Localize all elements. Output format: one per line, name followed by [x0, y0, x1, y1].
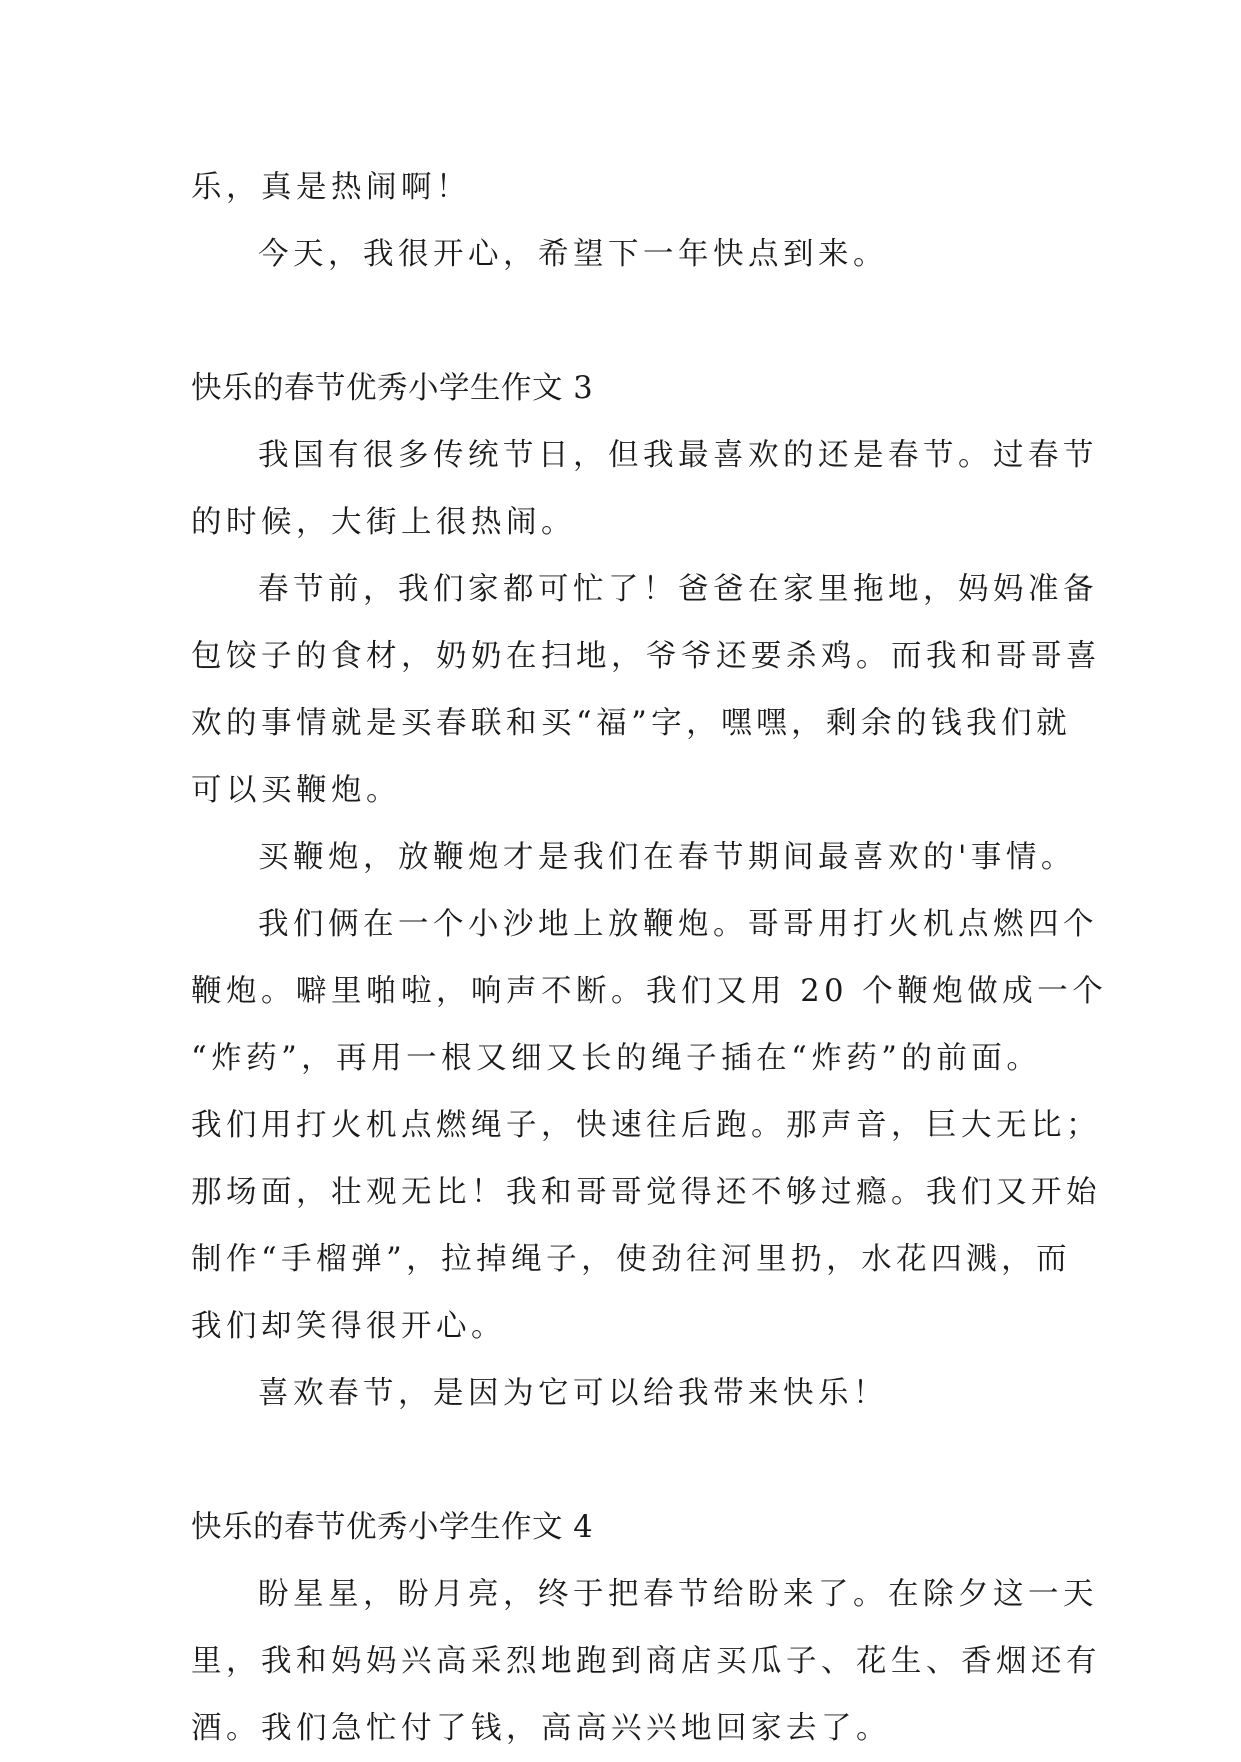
document-page	[191, 154, 1108, 1762]
text-line: 鞭炮。噼里啪啦，响声不断。我们又用 20 个鞭炮做成一个	[191, 974, 1108, 1009]
text-line: 喜欢春节，是因为它可以给我带来快乐！	[258, 1376, 888, 1411]
text-line: 盼星星，盼月亮，终于把春节给盼来了。在除夕这一天	[258, 1577, 1098, 1612]
text-line: 的时候，大街上很热闹。	[191, 505, 576, 540]
text-line: 春节前，我们家都可忙了！爸爸在家里拖地，妈妈准备	[258, 572, 1098, 607]
text-line: 我们用打火机点燃绳子，快速往后跑。那声音，巨大无比；	[191, 1108, 1101, 1143]
text-line: 制作“手榴弹”，拉掉绳子，使劲往河里扔，水花四溅，而	[191, 1242, 1072, 1277]
text-line: 包饺子的食材，奶奶在扫地，爷爷还要杀鸡。而我和哥哥喜	[191, 639, 1101, 674]
text-line: 欢的事情就是买春联和买“福”字，嘿嘿，剩余的钱我们就	[191, 706, 1072, 741]
text-line: 今天，我很开心，希望下一年快点到来。	[258, 237, 888, 272]
text-line: 我国有很多传统节日，但我最喜欢的还是春节。过春节	[258, 438, 1098, 473]
text-line: 买鞭炮，放鞭炮才是我们在春节期间最喜欢的'事情。	[258, 840, 1076, 875]
text-line: 里，我和妈妈兴高采烈地跑到商店买瓜子、花生、香烟还有	[191, 1644, 1101, 1679]
text-line: 乐，真是热闹啊！	[191, 170, 471, 205]
section-gap	[191, 1427, 1060, 1494]
text-line: 酒。我们急忙付了钱，高高兴兴地回家去了。	[191, 1711, 891, 1746]
text-line: 可以买鞭炮。	[191, 773, 401, 808]
section-gap	[191, 288, 1060, 355]
section-title: 快乐的春节优秀小学生作文 4	[191, 1510, 594, 1545]
text-line: “炸药”，再用一根又细又长的绳子插在“炸药”的前面。	[191, 1041, 1042, 1076]
text-line: 我们俩在一个小沙地上放鞭炮。哥哥用打火机点燃四个	[258, 907, 1098, 942]
text-line: 我们却笑得很开心。	[191, 1309, 506, 1344]
section-title: 快乐的春节优秀小学生作文 3	[191, 371, 594, 406]
text-line: 那场面，壮观无比！我和哥哥觉得还不够过瘾。我们又开始	[191, 1175, 1101, 1210]
